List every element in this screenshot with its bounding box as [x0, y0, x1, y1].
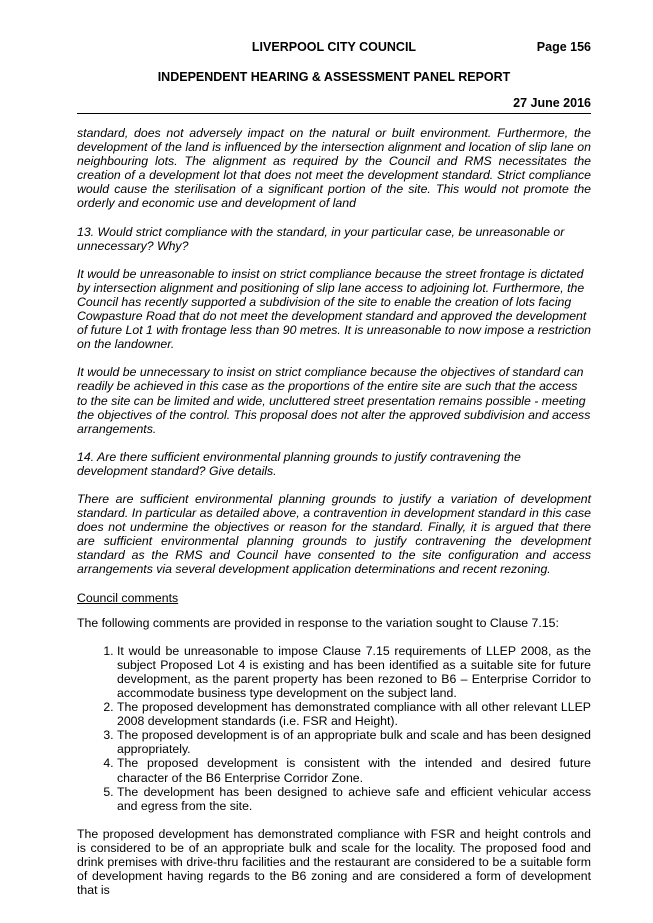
page-number: Page 156: [536, 40, 591, 54]
header-divider: [77, 113, 591, 114]
comments-list: [77, 644, 591, 813]
document-body: [77, 126, 591, 911]
paragraph-unreasonable: It would be unreasonable to insist on strict compliance because the street frontage is dictated by intersection alignment and positioning of slip lane access to adjoining lot. Furthermore, the Council has recently supported a subdivision of the site to enable the creation of lots facing Cowpasture Road that do not meet the development standard and approved the development of future Lot 1 with frontage less than 90 metres. It is unreasonable to now impose a restriction on the landowner.: [77, 266, 592, 352]
report-title: INDEPENDENT HEARING & ASSESSMENT PANEL REPORT: [157, 70, 511, 84]
paragraph-unnecessary: It would be unnecessary to insist on strict compliance because the objectives of standard can readily be achieved in this case as the proportions of the entire site are such that the access to the site can be limited and wide, uncluttered street presentation remains possible - meeting the objectives of the control. This proposal does not alter the approved subdivision and access arrangements.: [77, 365, 591, 436]
question-13: 13. Would strict compliance with the standard, in your particular case, be unreasonable or unnecessary? Why?: [77, 224, 565, 253]
council-comments-heading: Council comments: [77, 590, 179, 605]
list-item: 3. The proposed development is of an appropriate bulk and scale and has been designed appropriately.: [117, 728, 591, 756]
council-name: LIVERPOOL CITY COUNCIL: [251, 40, 417, 54]
report-date: 27 June 2016: [513, 96, 591, 110]
paragraph-grounds: There are sufficient environmental planning grounds to justify a variation of development standard. In particular as detailed above, a contravention in development standard in this case does not undermine the objectives or reason for the standard. Finally, it is argued that there are sufficient environmental planning grounds to justify contravening the development standard as the RMS and Council have consented to the site configuration and access arrangements via several development application determinations and recent rezoning.: [77, 491, 591, 577]
question-14: 14. Are there sufficient environmental planning grounds to justify contravening the development standard? Give details.: [77, 449, 521, 478]
list-item: 1. It would be unreasonable to impose Clause 7.15 requirements of LLEP 2008, as the subject Proposed Lot 4 is existing and has been identified as a suitable site for future development, as the parent property has been rezoned to B6 – Enterprise Corridor to accommodate business type development on the subject land.: [117, 644, 591, 700]
paragraph-final: The proposed development has demonstrated compliance with FSR and height controls and is considered to be of an appropriate bulk and scale for the locality. The proposed food and drink premises with drive-thru facilities and the restaurant are considered to be a suitable form of development having regards to the B6 zoning and are considered a form of development that is: [77, 826, 591, 898]
list-item: 4. The proposed development is consistent with the intended and desired future character of the B6 Enterprise Corridor Zone.: [117, 756, 591, 784]
comments-intro: The following comments are provided in response to the variation sought to Clause 7.15:: [77, 615, 559, 630]
paragraph-continuation: standard, does not adversely impact on the natural or built environment. Furthermore, the development of the land is influenced by the intersection alignment and location of slip lane on neighbouring lots. The alignment as required by the Council and RMS necessitates the creation of a development lot that does not meet the development standard. Strict compliance would cause the sterilisation of a significant portion of the site. This would not promote the orderly and economic use and development of land: [77, 126, 591, 211]
list-item: 2. The proposed development has demonstrated compliance with all other relevant LLEP 2008 development standards (i.e. FSR and Height).: [117, 700, 591, 728]
list-item: 5. The development has been designed to achieve safe and efficient vehicular access and egress from the site.: [117, 785, 591, 813]
